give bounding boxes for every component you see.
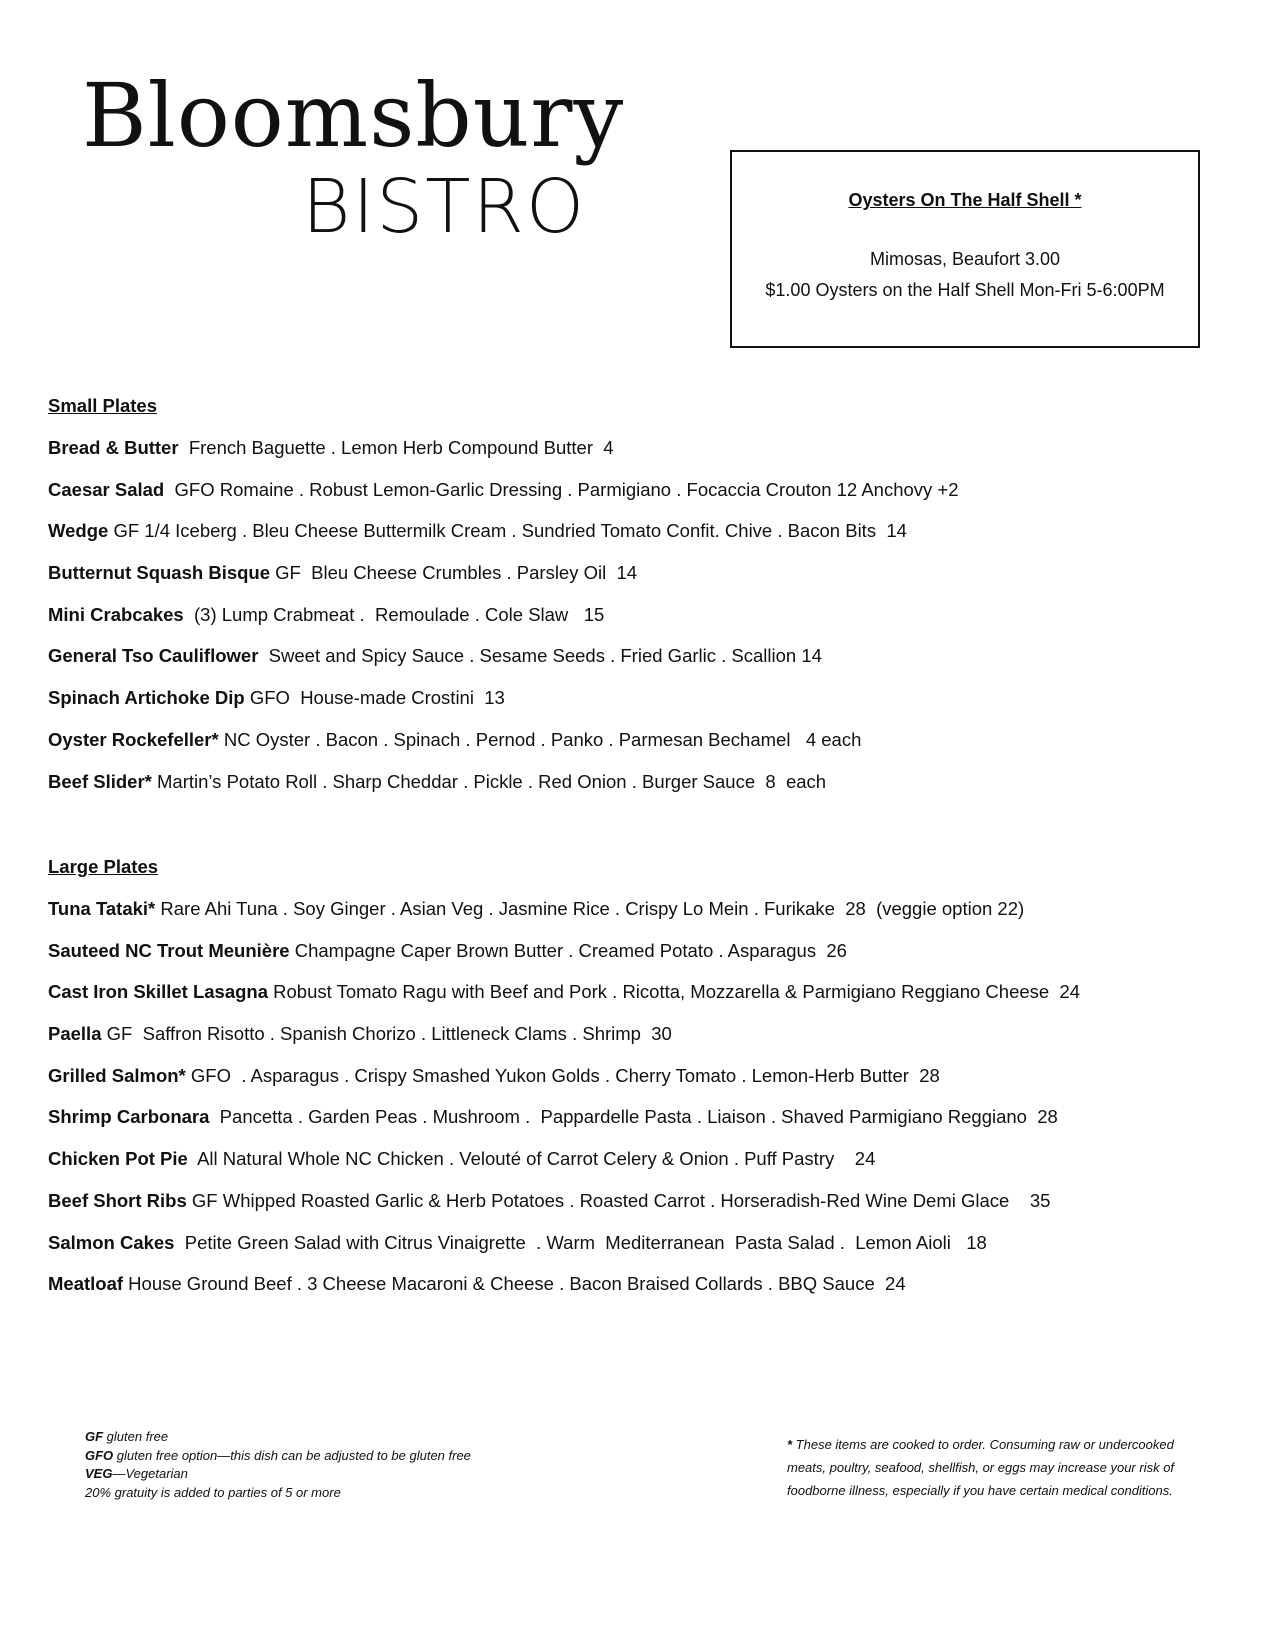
legend-abbr: GF xyxy=(85,1429,104,1444)
menu-item-description: GF Saffron Risotto . Spanish Chorizo . Littleneck Clams . Shrimp 30 xyxy=(101,1023,672,1045)
legend-line-gf xyxy=(85,1428,471,1447)
menu-item-description: Champagne Caper Brown Butter . Creamed Potato . Asparagus 26 xyxy=(289,939,847,961)
menu-item-description: Robust Tomato Ragu with Beef and Pork . Ricotta, Mozzarella & Parmigiano Reggiano Cheese 24 xyxy=(268,981,1081,1003)
oyster-promo-box xyxy=(730,150,1200,348)
logo-wordmark-bloomsbury: Bloomsbury xyxy=(82,64,625,167)
menu-item-name: Meatloaf xyxy=(48,1273,124,1295)
menu-item xyxy=(48,937,1080,979)
menu-item-description: GF 1/4 Iceberg . Bleu Cheese Buttermilk Cream . Sundried Tomato Confit. Chive . Bacon Bits 14 xyxy=(108,520,907,542)
menu-item-name: Tuna Tataki* xyxy=(48,898,156,919)
menu-item xyxy=(48,768,959,810)
menu-item-description: Martin’s Potato Roll . Sharp Cheddar . Pickle . Red Onion . Burger Sauce 8 each xyxy=(151,770,827,792)
menu-item xyxy=(48,476,959,518)
dietary-legend xyxy=(85,1428,471,1502)
menu-item-name: Beef Slider* xyxy=(48,770,152,792)
menu-item-name: Spinach Artichoke Dip xyxy=(48,687,245,709)
menu-item-description: French Baguette . Lemon Herb Compound Butter 4 xyxy=(178,437,614,458)
menu-item-description: Sweet and Spicy Sauce . Sesame Seeds . Fried Garlic . Scallion 14 xyxy=(258,645,822,667)
menu-item-description: (3) Lump Crabmeat . Remoulade . Cole Slaw 15 xyxy=(183,603,605,625)
legend-abbr: GFO xyxy=(85,1447,114,1463)
menu-item-name: Cast Iron Skillet Lasagna xyxy=(48,981,269,1003)
menu-item xyxy=(48,642,959,684)
menu-item-name: General Tso Cauliflower xyxy=(48,645,259,667)
menu-item-description: GF Whipped Roasted Garlic & Herb Potatoes . Roasted Carrot . Horseradish-Red Wine Demi Glace 35 xyxy=(186,1189,1051,1211)
promo-title: Oysters On The Half Shell * xyxy=(848,190,1082,210)
restaurant-logo xyxy=(82,64,662,262)
menu-item-description: House Ground Beef . 3 Cheese Macaroni & Cheese . Bacon Braised Collards . BBQ Sauce 24 xyxy=(123,1273,906,1295)
menu-item xyxy=(48,895,1080,937)
advisory-text: These items are cooked to order. Consuming raw or undercooked meats, poultry, seafood, shellfish, or eggs may increase your risk of foodborne illness, especially if you have certain medical conditions. xyxy=(787,1437,1175,1498)
logo-wordmark-bistro: BISTRO xyxy=(302,164,587,250)
menu-item xyxy=(48,1145,1080,1187)
menu-item-description: NC Oyster . Bacon . Spinach . Pernod . Panko . Parmesan Bechamel 4 each xyxy=(218,728,862,750)
menu-item-description: Pancetta . Garden Peas . Mushroom . Pappardelle Pasta . Liaison . Shaved Parmigiano Reggiano 28 xyxy=(209,1106,1058,1128)
small-plates-heading: Small Plates xyxy=(48,395,158,416)
legend-line-gfo xyxy=(85,1447,471,1466)
menu-item-description: Rare Ahi Tuna . Soy Ginger . Asian Veg . Jasmine Rice . Crispy Lo Mein . Furikake 28 (veggie option 22) xyxy=(155,898,1025,919)
menu-item-name: Beef Short Ribs xyxy=(48,1189,187,1211)
raw-food-advisory xyxy=(787,1433,1207,1502)
legend-text: —Vegetarian xyxy=(112,1466,188,1481)
menu-item-name: Shrimp Carbonara xyxy=(48,1106,210,1128)
menu-item xyxy=(48,1103,1080,1145)
menu-item xyxy=(48,978,1080,1020)
legend-line-veg xyxy=(85,1465,471,1484)
large-plates-heading: Large Plates xyxy=(48,856,159,877)
legend-text: gluten free option—this dish can be adjusted to be gluten free xyxy=(113,1447,471,1463)
menu-item xyxy=(48,1020,1080,1062)
menu-item xyxy=(48,1270,1080,1312)
menu-item xyxy=(48,684,959,726)
menu-item-name: Salmon Cakes xyxy=(48,1231,175,1253)
menu-item xyxy=(48,517,959,559)
menu-item-description: Petite Green Salad with Citrus Vinaigrette . Warm Mediterranean Pasta Salad . Lemon Aioli 18 xyxy=(174,1231,987,1253)
menu-item-description: GFO House-made Crostini 13 xyxy=(244,687,505,709)
menu-item-name: Mini Crabcakes xyxy=(48,603,184,625)
menu-item xyxy=(48,1187,1080,1229)
menu-item xyxy=(48,601,959,643)
menu-item-name: Paella xyxy=(48,1023,102,1045)
menu-item-name: Wedge xyxy=(48,520,109,542)
menu-item-name: Sauteed NC Trout Meunière xyxy=(48,939,290,961)
menu-item-description: GFO . Asparagus . Crispy Smashed Yukon Golds . Cherry Tomato . Lemon-Herb Butter 28 xyxy=(185,1064,940,1086)
menu-item xyxy=(48,434,959,476)
promo-mimosas-line: Mimosas, Beaufort 3.00 xyxy=(869,249,1061,269)
menu-item xyxy=(48,1229,1080,1271)
menu-item xyxy=(48,559,959,601)
small-plates-section xyxy=(48,392,959,809)
menu-item xyxy=(48,1062,1080,1104)
advisory-asterisk: * xyxy=(787,1437,793,1452)
legend-text: 20% gratuity is added to parties of 5 or more xyxy=(85,1484,341,1500)
legend-text: gluten free xyxy=(103,1429,169,1444)
legend-abbr: VEG xyxy=(85,1466,113,1481)
legend-line-gratuity xyxy=(85,1484,471,1503)
menu-item-name: Bread & Butter xyxy=(48,437,179,458)
menu-item-name: Caesar Salad xyxy=(48,478,165,500)
menu-item-name: Grilled Salmon* xyxy=(48,1064,186,1086)
promo-oysters-line: $1.00 Oysters on the Half Shell Mon-Fri 5-6:00PM xyxy=(765,280,1165,300)
menu-item-description: GFO Romaine . Robust Lemon-Garlic Dressing . Parmigiano . Focaccia Crouton 12 Anchovy +2 xyxy=(164,478,959,500)
menu-item-name: Butternut Squash Bisque xyxy=(48,562,271,584)
menu-item-name: Chicken Pot Pie xyxy=(48,1148,188,1170)
large-plates-section xyxy=(48,853,1080,1312)
menu-item-name: Oyster Rockefeller* xyxy=(48,728,219,750)
menu-item xyxy=(48,726,959,768)
menu-item-description: All Natural Whole NC Chicken . Velouté of Carrot Celery & Onion . Puff Pastry 24 xyxy=(187,1148,876,1170)
menu-item-description: GF Bleu Cheese Crumbles . Parsley Oil 14 xyxy=(270,562,638,584)
